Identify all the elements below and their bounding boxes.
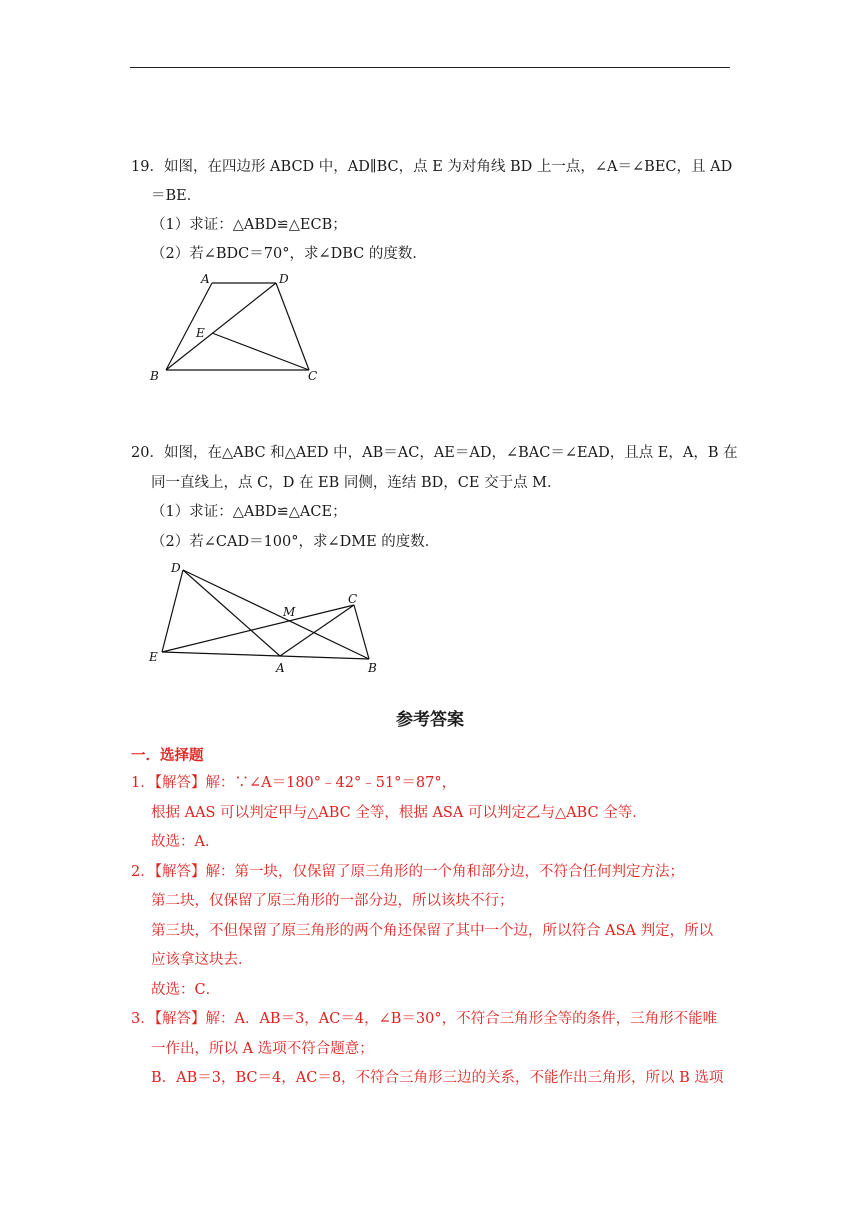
label-B: B [368,661,377,675]
label-C: C [308,369,318,383]
label-B: B [150,369,159,383]
answer-2-line2: 第二块，仅保留了原三角形的一部分边，所以该块不行； [151,893,514,909]
label-E: E [149,650,158,664]
segment-EB [162,652,369,659]
segment-EC [162,605,354,652]
q20-line1: 20．如图，在△ABC 和△AED 中，AB＝AC，AE＝AD，∠BAC＝∠EAD，且点 E，A，B 在 [131,445,738,461]
label-C: C [348,592,358,606]
section-heading: 一．选择题 [131,748,204,764]
q19-part2: （2）若∠BDC＝70°，求∠DBC 的度数． [151,246,427,262]
q19-part1: （1）求证：△ABD≌△ECB； [151,217,347,233]
segment-EC [212,333,309,370]
q19-line2: ＝BE． [151,188,202,204]
label-A: A [201,272,210,286]
answer-2-line4: 应该拿这块去． [151,952,253,968]
answer-2-line1: 2．【解答】解：第一块，仅保留了原三角形的一个角和部分边，不符合任何判定方法； [131,864,684,880]
q19-line1: 19．如图，在四边形 ABCD 中，AD∥BC，点 E 为对角线 BD 上一点，∠A＝∠BEC，且 AD [131,159,733,175]
answer-2-line3: 第三块，不但保留了原三角形的两个角还保留了其中一个边，所以符合 ASA 判定，所以 [151,923,714,939]
segment-BD [166,283,276,370]
answer-3-line1: 3．【解答】解：A．AB＝3，AC＝4，∠B＝30°，不符合三角形全等的条件，三角形不能唯 [131,1011,718,1027]
header-rule [130,67,730,68]
answer-1-line2: 根据 AAS 可以判定甲与△ABC 全等，根据 ASA 可以判定乙与△ABC 全等． [151,805,647,821]
label-D: D [279,272,289,286]
segment-AB [166,283,212,370]
answer-2-line5: 故选：C． [151,982,221,998]
q20-figure [140,555,390,680]
label-M: M [283,605,296,619]
answer-3-line3: B．AB＝3，BC＝4，AC＝8，不符合三角形三边的关系，不能作出三角形，所以 B 选项 [151,1070,724,1086]
label-D: D [171,561,181,575]
segment-DE [162,570,183,652]
label-A: A [276,661,285,675]
answer-1-line3: 故选：A． [151,834,220,850]
q20-line2: 同一直线上，点 C，D 在 EB 同侧，连结 BD，CE 交于点 M． [151,475,562,491]
answer-1-line1: 1．【解答】解：∵∠A＝180°﹣42°﹣51°＝87°， [131,775,457,791]
q20-part2: （2）若∠CAD＝100°，求∠DME 的度数． [151,534,440,550]
segment-CB [354,605,369,659]
answer-3-line2: 一作出，所以 A 选项不符合题意； [151,1041,374,1057]
segment-DC [276,283,309,370]
answers-title: 参考答案 [396,710,464,730]
q20-part1: （1）求证：△ABD≌△ACE； [151,504,347,520]
q19-figure [140,270,340,390]
label-E: E [196,326,205,340]
